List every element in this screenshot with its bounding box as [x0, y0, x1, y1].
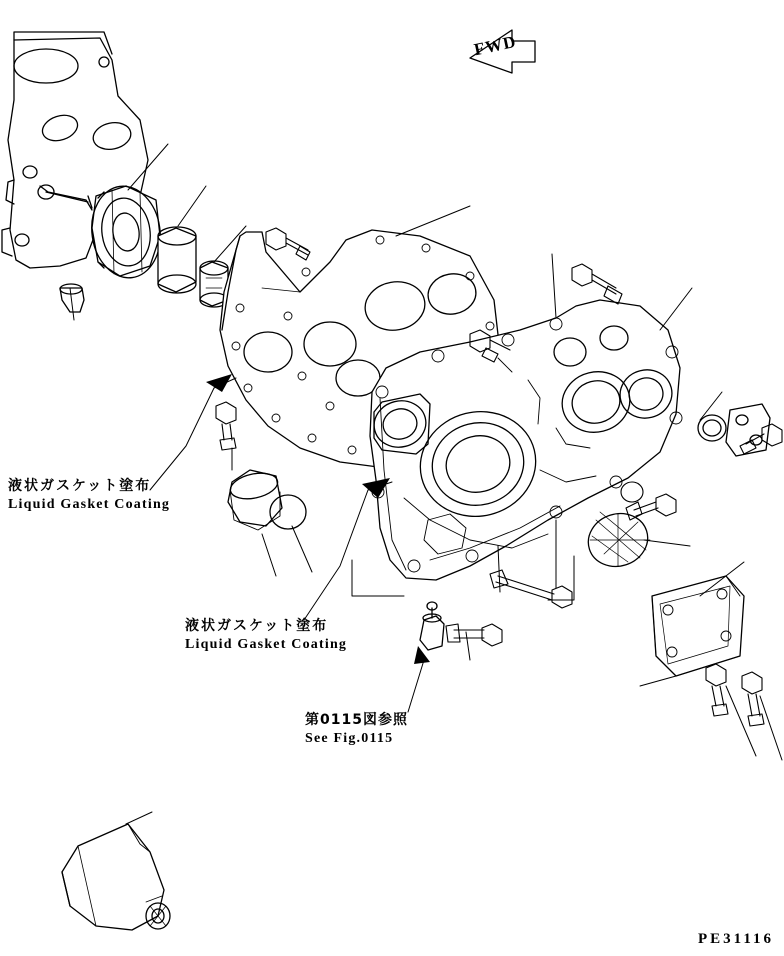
note-text-jp: 液状ガスケット塗布: [8, 478, 152, 494]
note-liquid-gasket-middle: [185, 618, 347, 653]
dowel-pin: [420, 602, 444, 650]
fwd-direction-label: FWD: [472, 31, 519, 60]
note-text-en: Liquid Gasket Coating: [8, 496, 171, 512]
spacer-collar: [158, 227, 196, 293]
timing-gear: [86, 182, 166, 283]
note-text-jp: 第0115図参照: [305, 712, 408, 728]
note-text-en: Liquid Gasket Coating: [185, 636, 348, 652]
note-text-jp: 液状ガスケット塗布: [185, 618, 329, 634]
side-cover-plate: [652, 576, 744, 676]
o-ring-and-bracket: [698, 404, 770, 456]
note-see-figure-reference: [305, 712, 408, 747]
sealant-tube: [62, 824, 170, 930]
note-liquid-gasket-left: [8, 478, 170, 513]
oil-seal: [228, 469, 306, 530]
note-text-en: See Fig.0115: [305, 730, 394, 746]
drawing-number: PE31116: [697, 931, 774, 947]
